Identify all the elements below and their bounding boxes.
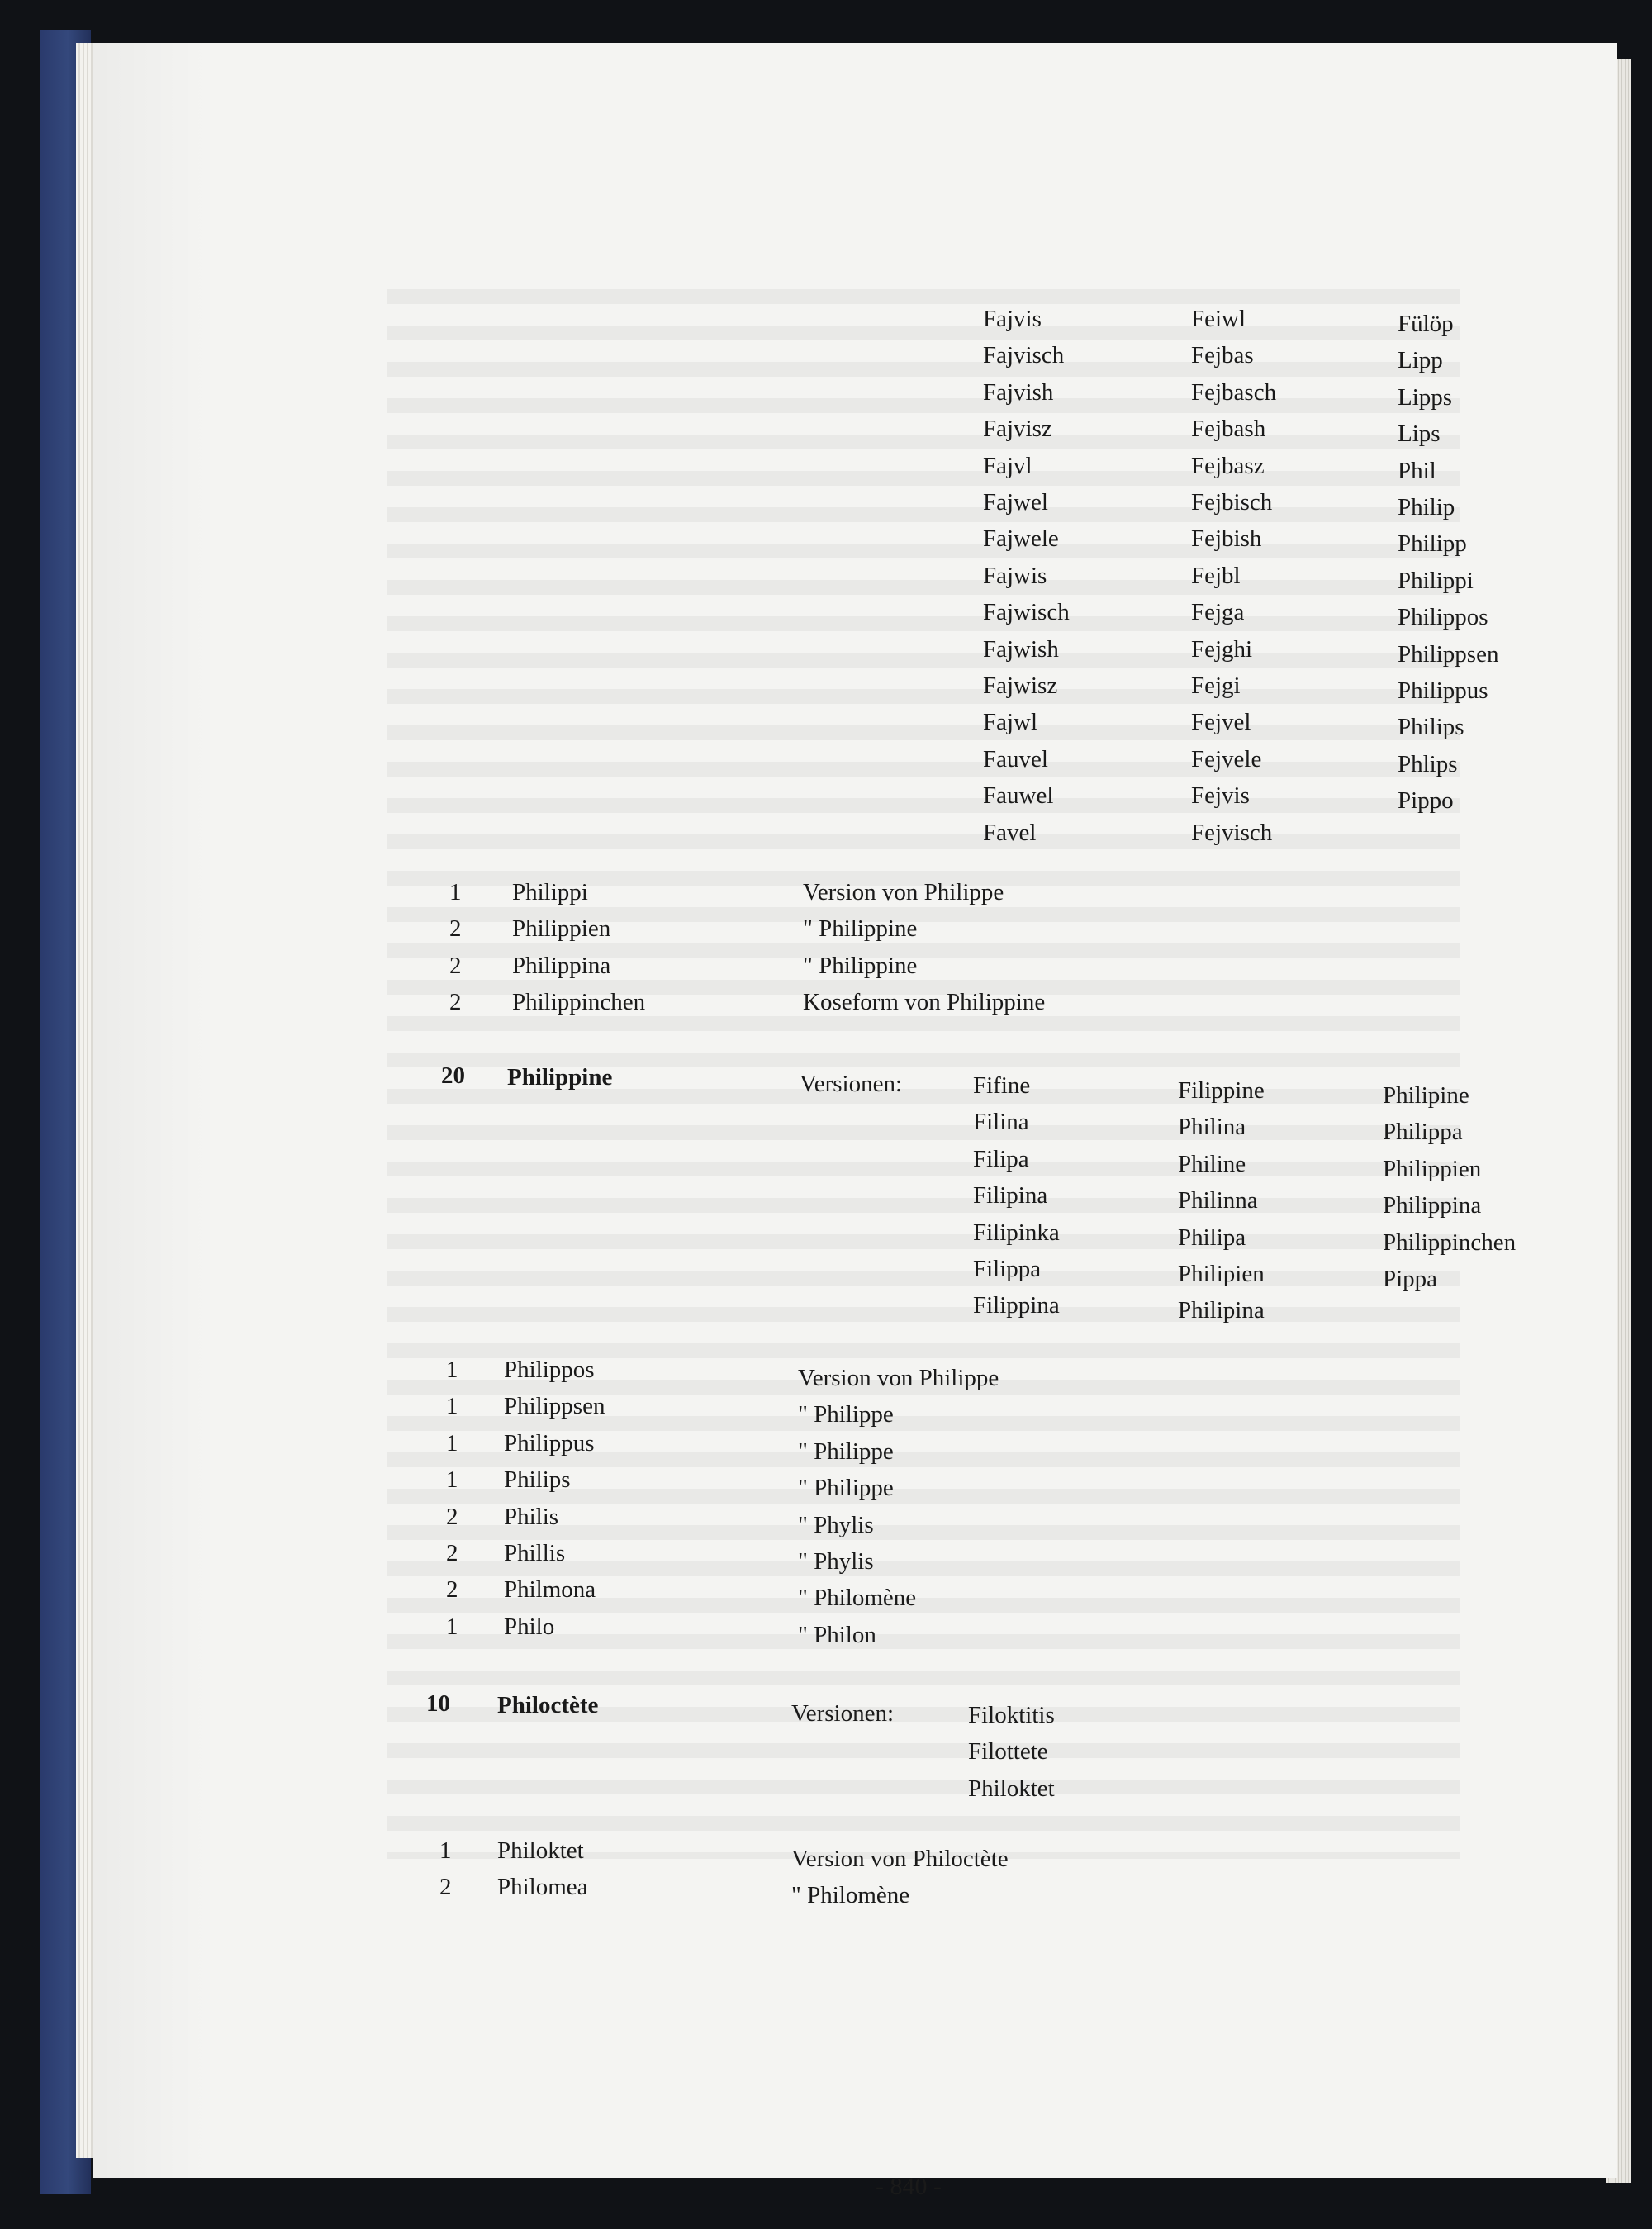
- entry-frequency: 1: [446, 1429, 458, 1457]
- variant-name: Fajwisch: [983, 599, 1070, 626]
- variant-name: Fajwis: [983, 562, 1047, 589]
- variant-name: Fajwel: [983, 489, 1048, 516]
- entry-name: Philo: [504, 1613, 555, 1640]
- variant-name: Pippo: [1398, 787, 1454, 815]
- entry-relation: " Phylis: [798, 1548, 874, 1575]
- entry-frequency: 1: [439, 1837, 452, 1864]
- variant-name: Philippsen: [1398, 640, 1499, 668]
- entry-relation: " Philippine: [803, 952, 918, 979]
- variant-name: Filottete: [968, 1738, 1048, 1766]
- entry-frequency: 1: [446, 1613, 458, 1640]
- variant-name: Philips: [1398, 714, 1464, 741]
- variant-name: Philippi: [1398, 567, 1474, 594]
- variant-name: Philipine: [1383, 1082, 1469, 1109]
- variant-name: Filippine: [1178, 1077, 1265, 1104]
- entry-relation: Version von Philippe: [798, 1365, 999, 1391]
- variant-name: Philippina: [1383, 1192, 1482, 1219]
- variant-name: Fejbasz: [1191, 452, 1265, 479]
- variant-name: Fejbasch: [1191, 378, 1277, 406]
- variant-name: Philipina: [1178, 1297, 1265, 1324]
- entry-relation: " Philippe: [798, 1475, 894, 1502]
- variant-name: Phlips: [1398, 750, 1458, 777]
- variant-name: Fülöp: [1398, 311, 1454, 337]
- variant-name: Feiwl: [1191, 306, 1246, 332]
- variant-name: Fauvel: [983, 745, 1048, 772]
- entry-name: Philippien: [512, 915, 611, 943]
- variant-name: Fejbash: [1191, 416, 1266, 443]
- variant-name: Philina: [1178, 1114, 1246, 1141]
- variant-name: Fejbas: [1191, 342, 1254, 369]
- versions-label: Versionen:: [791, 1700, 895, 1727]
- variant-name: Fejbisch: [1191, 489, 1273, 516]
- variant-name: Filoktitis: [968, 1702, 1055, 1728]
- entry-name: Philomea: [497, 1874, 588, 1901]
- variant-name: Filippina: [973, 1292, 1060, 1319]
- variant-name: Fajvis: [983, 306, 1042, 332]
- entry-name: Philippi: [512, 879, 588, 905]
- variant-name: Filippa: [973, 1256, 1042, 1282]
- entry-frequency: 20: [441, 1062, 465, 1089]
- entry-name: Philippinchen: [512, 989, 646, 1016]
- entry-relation: " Philomène: [791, 1882, 910, 1909]
- variant-name: Philippos: [1398, 604, 1488, 631]
- entry-name: Philips: [504, 1466, 571, 1494]
- entry-name: Philippina: [512, 952, 611, 979]
- entry-name: Phillis: [504, 1540, 566, 1566]
- variant-name: Fauwel: [983, 782, 1054, 810]
- variant-name: Fajvisch: [983, 342, 1065, 369]
- variant-name: Fejga: [1191, 599, 1245, 626]
- entry-frequency: 2: [449, 952, 462, 979]
- variant-name: Filipa: [973, 1145, 1029, 1172]
- entry-name: Philis: [504, 1503, 559, 1530]
- variant-name: Lips: [1398, 421, 1441, 448]
- entry-frequency: 2: [446, 1576, 458, 1604]
- variant-name: Philine: [1178, 1150, 1246, 1177]
- page-number: - 840 -: [876, 2173, 942, 2200]
- entry-relation: Koseform von Philippine: [803, 989, 1046, 1016]
- variant-name: Filipina: [973, 1182, 1048, 1210]
- entry-relation: " Philon: [798, 1621, 876, 1648]
- variant-name: Filipinka: [973, 1219, 1060, 1246]
- variant-name: Philippus: [1398, 677, 1488, 704]
- entry-name: Philoktet: [497, 1837, 584, 1864]
- entry-relation: " Philippe: [798, 1438, 894, 1465]
- variant-name: Favel: [983, 819, 1037, 846]
- entry-frequency: 2: [449, 989, 462, 1016]
- entry-frequency: 2: [439, 1874, 452, 1901]
- variant-name: Fejvel: [1191, 709, 1251, 736]
- variant-name: Philipa: [1178, 1224, 1246, 1251]
- variant-name: Filina: [973, 1109, 1029, 1136]
- entry-name: Philippsen: [504, 1393, 605, 1420]
- entry-frequency: 1: [446, 1357, 458, 1383]
- variant-name: Fejvisch: [1191, 819, 1273, 846]
- variant-name: Fajwl: [983, 709, 1038, 736]
- variant-name: Fejbl: [1191, 562, 1241, 589]
- variant-name: Fajwish: [983, 635, 1059, 663]
- variant-name: Philippinchen: [1383, 1229, 1517, 1256]
- entry-frequency: 1: [446, 1466, 458, 1494]
- entry-frequency: 1: [446, 1393, 458, 1420]
- variant-name: Fajvisz: [983, 416, 1052, 443]
- entry-frequency: 2: [449, 915, 462, 943]
- variant-name: Lipp: [1398, 347, 1443, 374]
- variant-name: Philip: [1398, 494, 1455, 520]
- variant-name: Fejbish: [1191, 525, 1262, 553]
- variant-name: Fajwele: [983, 525, 1059, 553]
- entry-frequency: 1: [449, 879, 462, 905]
- variant-name: Pippa: [1383, 1266, 1438, 1292]
- variant-name: Lipps: [1398, 383, 1453, 411]
- entry-relation: Version von Philoctète: [791, 1846, 1009, 1872]
- variant-name: Fifine: [973, 1072, 1031, 1099]
- variant-name: Phil: [1398, 457, 1436, 484]
- variant-name: Philipien: [1178, 1261, 1265, 1287]
- variant-name: Fajvl: [983, 452, 1032, 479]
- entry-relation: " Philomène: [798, 1585, 917, 1612]
- entry-frequency: 2: [446, 1503, 458, 1530]
- variant-name: Fajvish: [983, 378, 1054, 406]
- variant-name: Fejghi: [1191, 635, 1253, 663]
- variant-name: Philoktet: [968, 1775, 1055, 1802]
- entry-relation: Version von Philippe: [803, 879, 1004, 905]
- variant-name: Philinna: [1178, 1187, 1258, 1214]
- variant-name: Fajwisz: [983, 673, 1058, 699]
- variant-name: Fejgi: [1191, 673, 1241, 699]
- variant-name: Fejvele: [1191, 745, 1262, 772]
- entry-name: Philippos: [504, 1357, 595, 1383]
- entry-relation: " Philippe: [798, 1401, 894, 1428]
- versions-label: Versionen:: [800, 1071, 903, 1097]
- entry-relation: " Phylis: [798, 1511, 874, 1538]
- entry-frequency: 2: [446, 1540, 458, 1566]
- variant-name: Philippien: [1383, 1155, 1482, 1182]
- entry-name: Philippus: [504, 1429, 595, 1457]
- entry-relation: " Philippine: [803, 915, 918, 943]
- variant-name: Fejvis: [1191, 782, 1250, 810]
- variant-name: Philipp: [1398, 530, 1467, 558]
- entry-name: Philoctète: [497, 1692, 599, 1718]
- variant-name: Philippa: [1383, 1119, 1463, 1146]
- entry-name: Philmona: [504, 1576, 596, 1604]
- entry-name: Philippine: [507, 1064, 613, 1091]
- entry-frequency: 10: [426, 1690, 450, 1717]
